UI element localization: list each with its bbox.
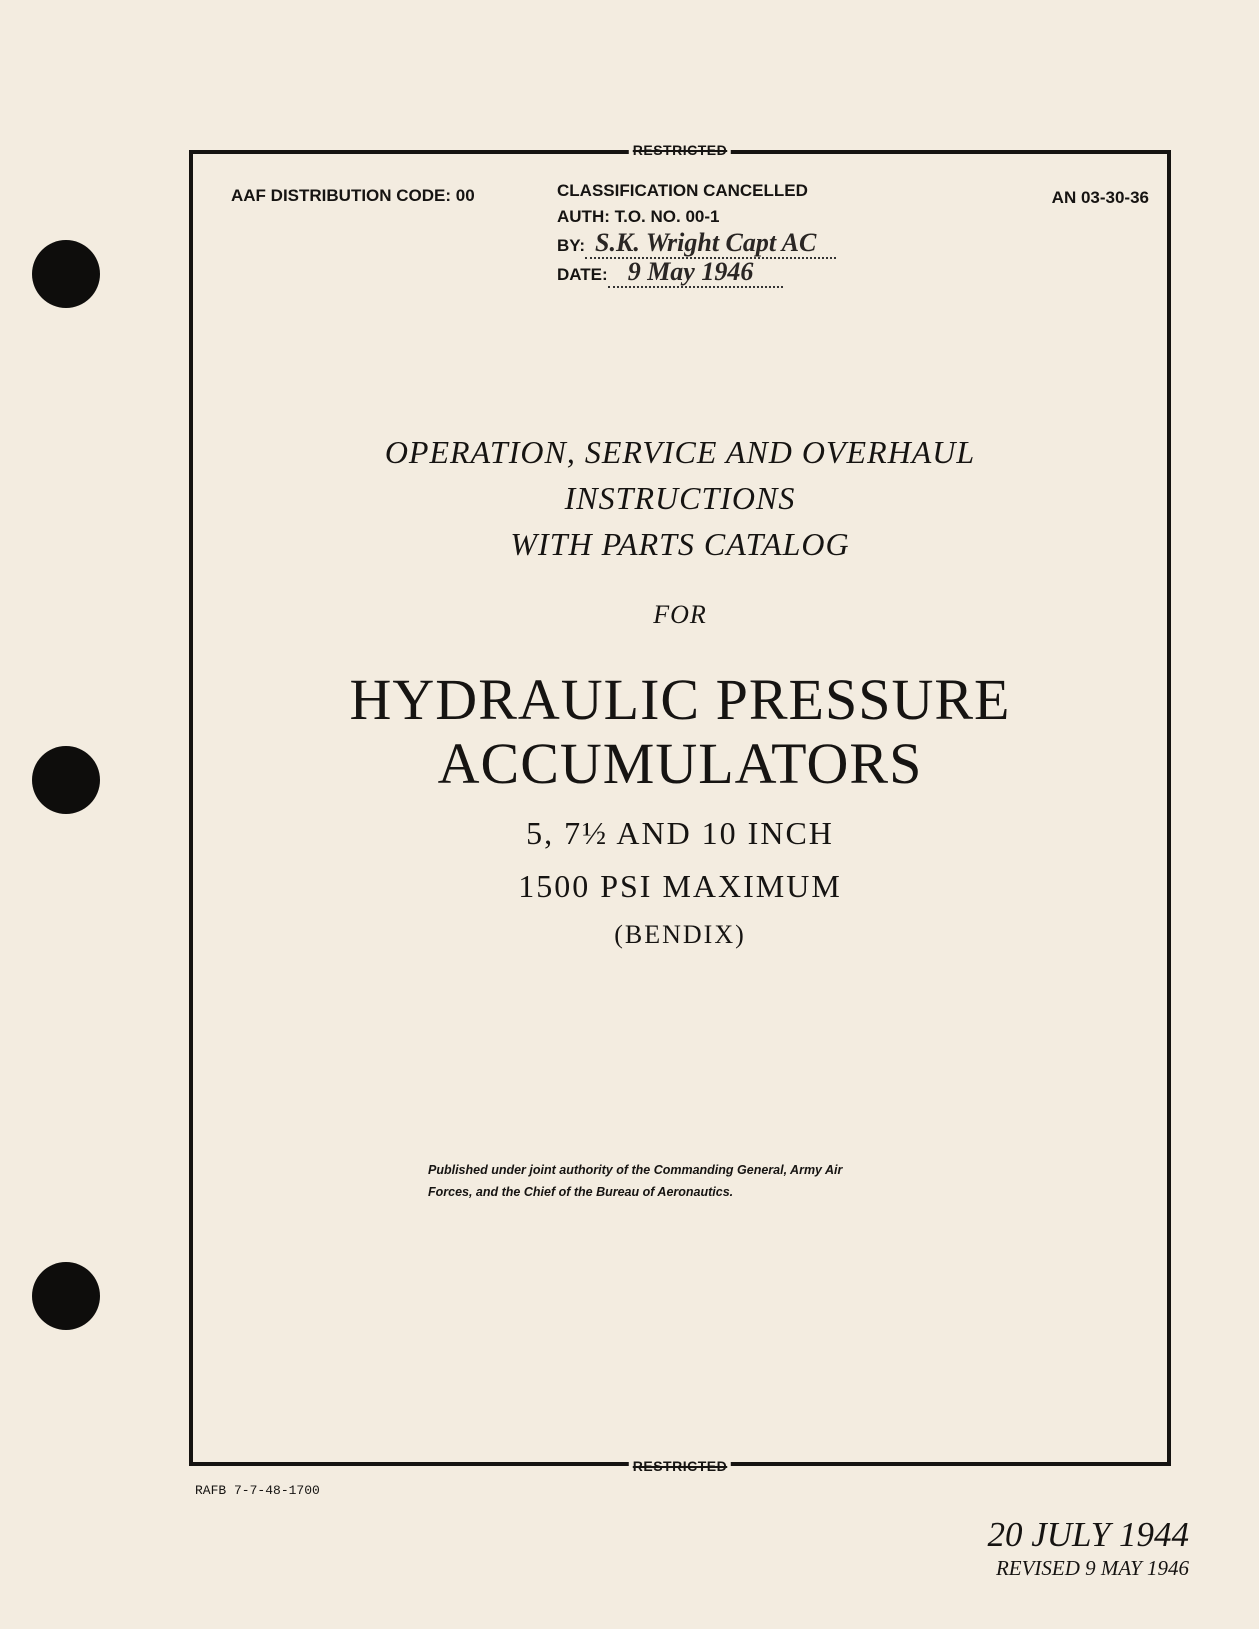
subtitle-manufacturer: (BENDIX) xyxy=(614,920,746,949)
main-title-line-2: ACCUMULATORS xyxy=(437,731,923,796)
main-title-line-1: HYDRAULIC PRESSURE xyxy=(349,667,1011,732)
print-code: RAFB 7-7-48-1700 xyxy=(195,1483,320,1498)
handwritten-date: 9 May 1946 xyxy=(608,257,784,288)
title-line-3: WITH PARTS CATALOG xyxy=(510,526,850,562)
binder-hole xyxy=(32,240,100,308)
subtitle-sizes: 5, 7½ AND 10 INCH xyxy=(526,815,834,851)
authority-line-1: Published under joint authority of the Commanding General, Army Air xyxy=(428,1163,843,1177)
binder-hole xyxy=(32,746,100,814)
classification-date xyxy=(557,259,836,288)
restricted-top-label: RESTRICTED xyxy=(629,142,731,158)
authority-line-2: Forces, and the Chief of the Bureau of Aeronautics. xyxy=(428,1185,734,1199)
publication-date: 20 JULY 1944 xyxy=(987,1515,1189,1554)
revision-date: REVISED 9 MAY 1946 xyxy=(995,1556,1189,1580)
title-line-2: INSTRUCTIONS xyxy=(564,480,796,516)
date-label: DATE: xyxy=(557,265,608,284)
document-number: AN 03-30-36 xyxy=(1051,188,1149,207)
restricted-bottom-label: RESTRICTED xyxy=(629,1458,731,1474)
signature: S.K. Wright Capt AC xyxy=(585,228,836,259)
title-for: FOR xyxy=(653,600,707,629)
page-border xyxy=(189,142,1171,1474)
by-label: BY: xyxy=(557,236,586,255)
subtitle-pressure: 1500 PSI MAXIMUM xyxy=(518,868,842,904)
distribution-code: AAF DISTRIBUTION CODE: 00 xyxy=(231,186,475,205)
classification-title: CLASSIFICATION CANCELLED xyxy=(557,181,808,200)
binder-hole xyxy=(32,1262,100,1330)
classification-by xyxy=(557,230,836,259)
title-line-1: OPERATION, SERVICE AND OVERHAUL xyxy=(384,434,976,470)
classification-auth: AUTH: T.O. NO. 00-1 xyxy=(557,207,720,226)
classification-block xyxy=(557,178,836,288)
authority-statement xyxy=(428,1159,842,1203)
